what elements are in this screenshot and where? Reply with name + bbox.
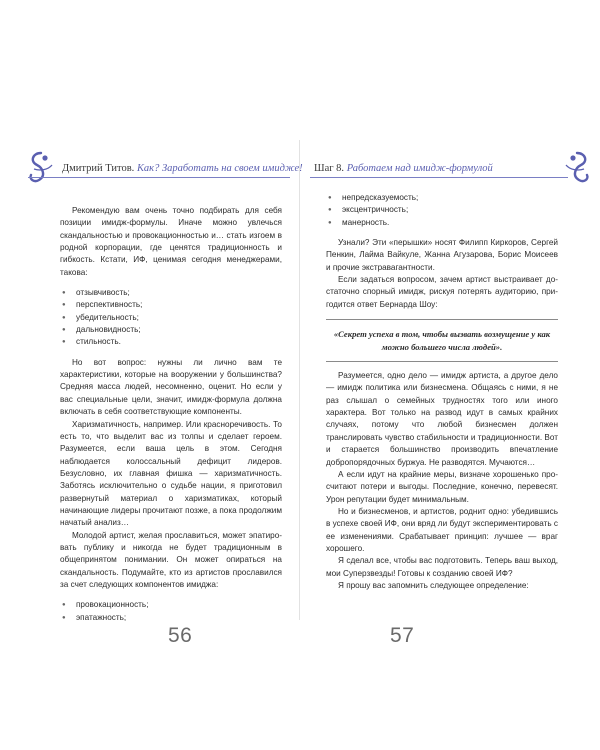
paragraph: Но вот вопрос: нужны ли лично вам те характеристики, которые на вооружении у большинства? Средняя масса людей, несомненно, оценит. Но если у вас специальные цели, значит, имидж-формула должна включать в себя соответствующие компоненты. xyxy=(60,357,282,417)
list-item: ● эксцентричность; xyxy=(326,204,558,216)
list-item: ● перспективность; xyxy=(60,299,282,311)
bullet-list xyxy=(60,287,282,349)
list-item: ● отзывчивость; xyxy=(60,287,282,299)
list-item: ● убедительность; xyxy=(60,312,282,324)
header-author: Дмитрий Титов. xyxy=(62,163,135,174)
list-item: ● манерность. xyxy=(326,217,558,229)
paragraph: Харизматичность, например. Или красноречивость. То есть то, что выделит вас из толпы и сделает героем. Разумеется, если ваша цель в этом. Сегодня наблюдается колоссальный дефицит лидеров. Безусловно, их главная фишка — харизматичность. Заботясь исключительно о судьбе нации, я приготовил развернутый материал о харизматиках, который начинающие лидеры прочитают позже, а пока продолжим начатый анализ… xyxy=(60,419,282,528)
paragraph: Но и бизнесменов, и артистов, роднит одно: убедившись в успехе своей ИФ, они вряд ли будут экспериментировать с ее изменениями. Срабатывает принцип: лучшее — враг хорошего. xyxy=(326,506,558,553)
paragraph: Рекомендую вам очень точно подбирать для себя позиции имидж-формулы. Иначе можно увлечься скандальностью и провокационностью и… стать изгоем в родной корпорации, где ценятся традиционность и гибкость. Кстати, ИФ, ценимая сегодня менеджерами, такова: xyxy=(60,206,282,277)
bullet-list xyxy=(326,192,558,229)
list-item: ● непредсказуемость; xyxy=(326,192,558,204)
paragraph: Разумеется, одно дело — имидж артиста, а другое дело — имидж политика или бизнесмена. Общаясь с ними, я не раз слышал о семейных трудностях того или иного характера. Вот только на развод идут в самых крайних случаях, потому что любой бизнесмен должен транслировать чувство стабильности и традиционности. Вот и старается большинство производить впечатление добропорядочных буржуа. Не разводятся. Мучаются… xyxy=(326,371,558,467)
list-item: ● провокационность; xyxy=(60,599,282,611)
list-item: ● эпатажность; xyxy=(60,612,282,624)
list-item: ● стильность. xyxy=(60,336,282,348)
paragraph: Молодой артист, желая прославиться, может эпатировать публику и никогда не будет традиционным в общепринятом понимании. Он может опираться на скандальность. Подумайте, кто из артистов прославился за счет следующих компонентов имиджа: xyxy=(60,530,282,589)
swirl-logo-icon xyxy=(562,150,592,184)
right-page xyxy=(300,0,600,750)
paragraph: А если идут на крайние меры, визначе хорошенько просчитают потери и выгоды. Последние, конечно, перевесят. Урон репутации будет минимальным. xyxy=(326,469,558,504)
header-book-title: Как? Заработать на своем имидже! xyxy=(136,163,303,174)
page-number: 57 xyxy=(390,624,415,647)
running-header xyxy=(62,163,303,174)
page-number: 56 xyxy=(168,624,193,647)
paragraph: Я прошу вас запомнить следующее определение: xyxy=(338,580,529,590)
paragraph: Я сделал все, чтобы вас подготовить. Теперь ваш выход, мои Суперзвезды! Готовы к созданию своей ИФ? xyxy=(326,556,558,578)
header-rule xyxy=(28,177,290,178)
running-header xyxy=(314,163,493,174)
header-rule xyxy=(310,177,568,178)
page-body xyxy=(326,192,558,592)
page-body xyxy=(60,205,282,624)
header-step: Шаг 8. xyxy=(314,163,345,174)
pull-quote: «Секрет успеха в том, чтобы вызвать возмущение у как можно большего числа людей». xyxy=(326,319,558,362)
list-item: ● дальновидность; xyxy=(60,324,282,336)
swirl-logo-icon xyxy=(26,150,56,184)
bullet-list xyxy=(60,599,282,624)
paragraph: Если задаться вопросом, зачем артист выстраивает достаточно спорный имидж, рискуя потерять аудиторию, пригодится ответ Бернарда Шоу: xyxy=(326,275,558,309)
paragraph: Узнали? Эти «перышки» носят Филипп Киркоров, Сергей Пенкин, Лайма Вайкуле, Жанна Агузарова, Борис Моисеев и прочие экстравагантности. xyxy=(326,238,558,272)
header-chapter-title: Работаем над имидж-формулой xyxy=(346,163,493,174)
